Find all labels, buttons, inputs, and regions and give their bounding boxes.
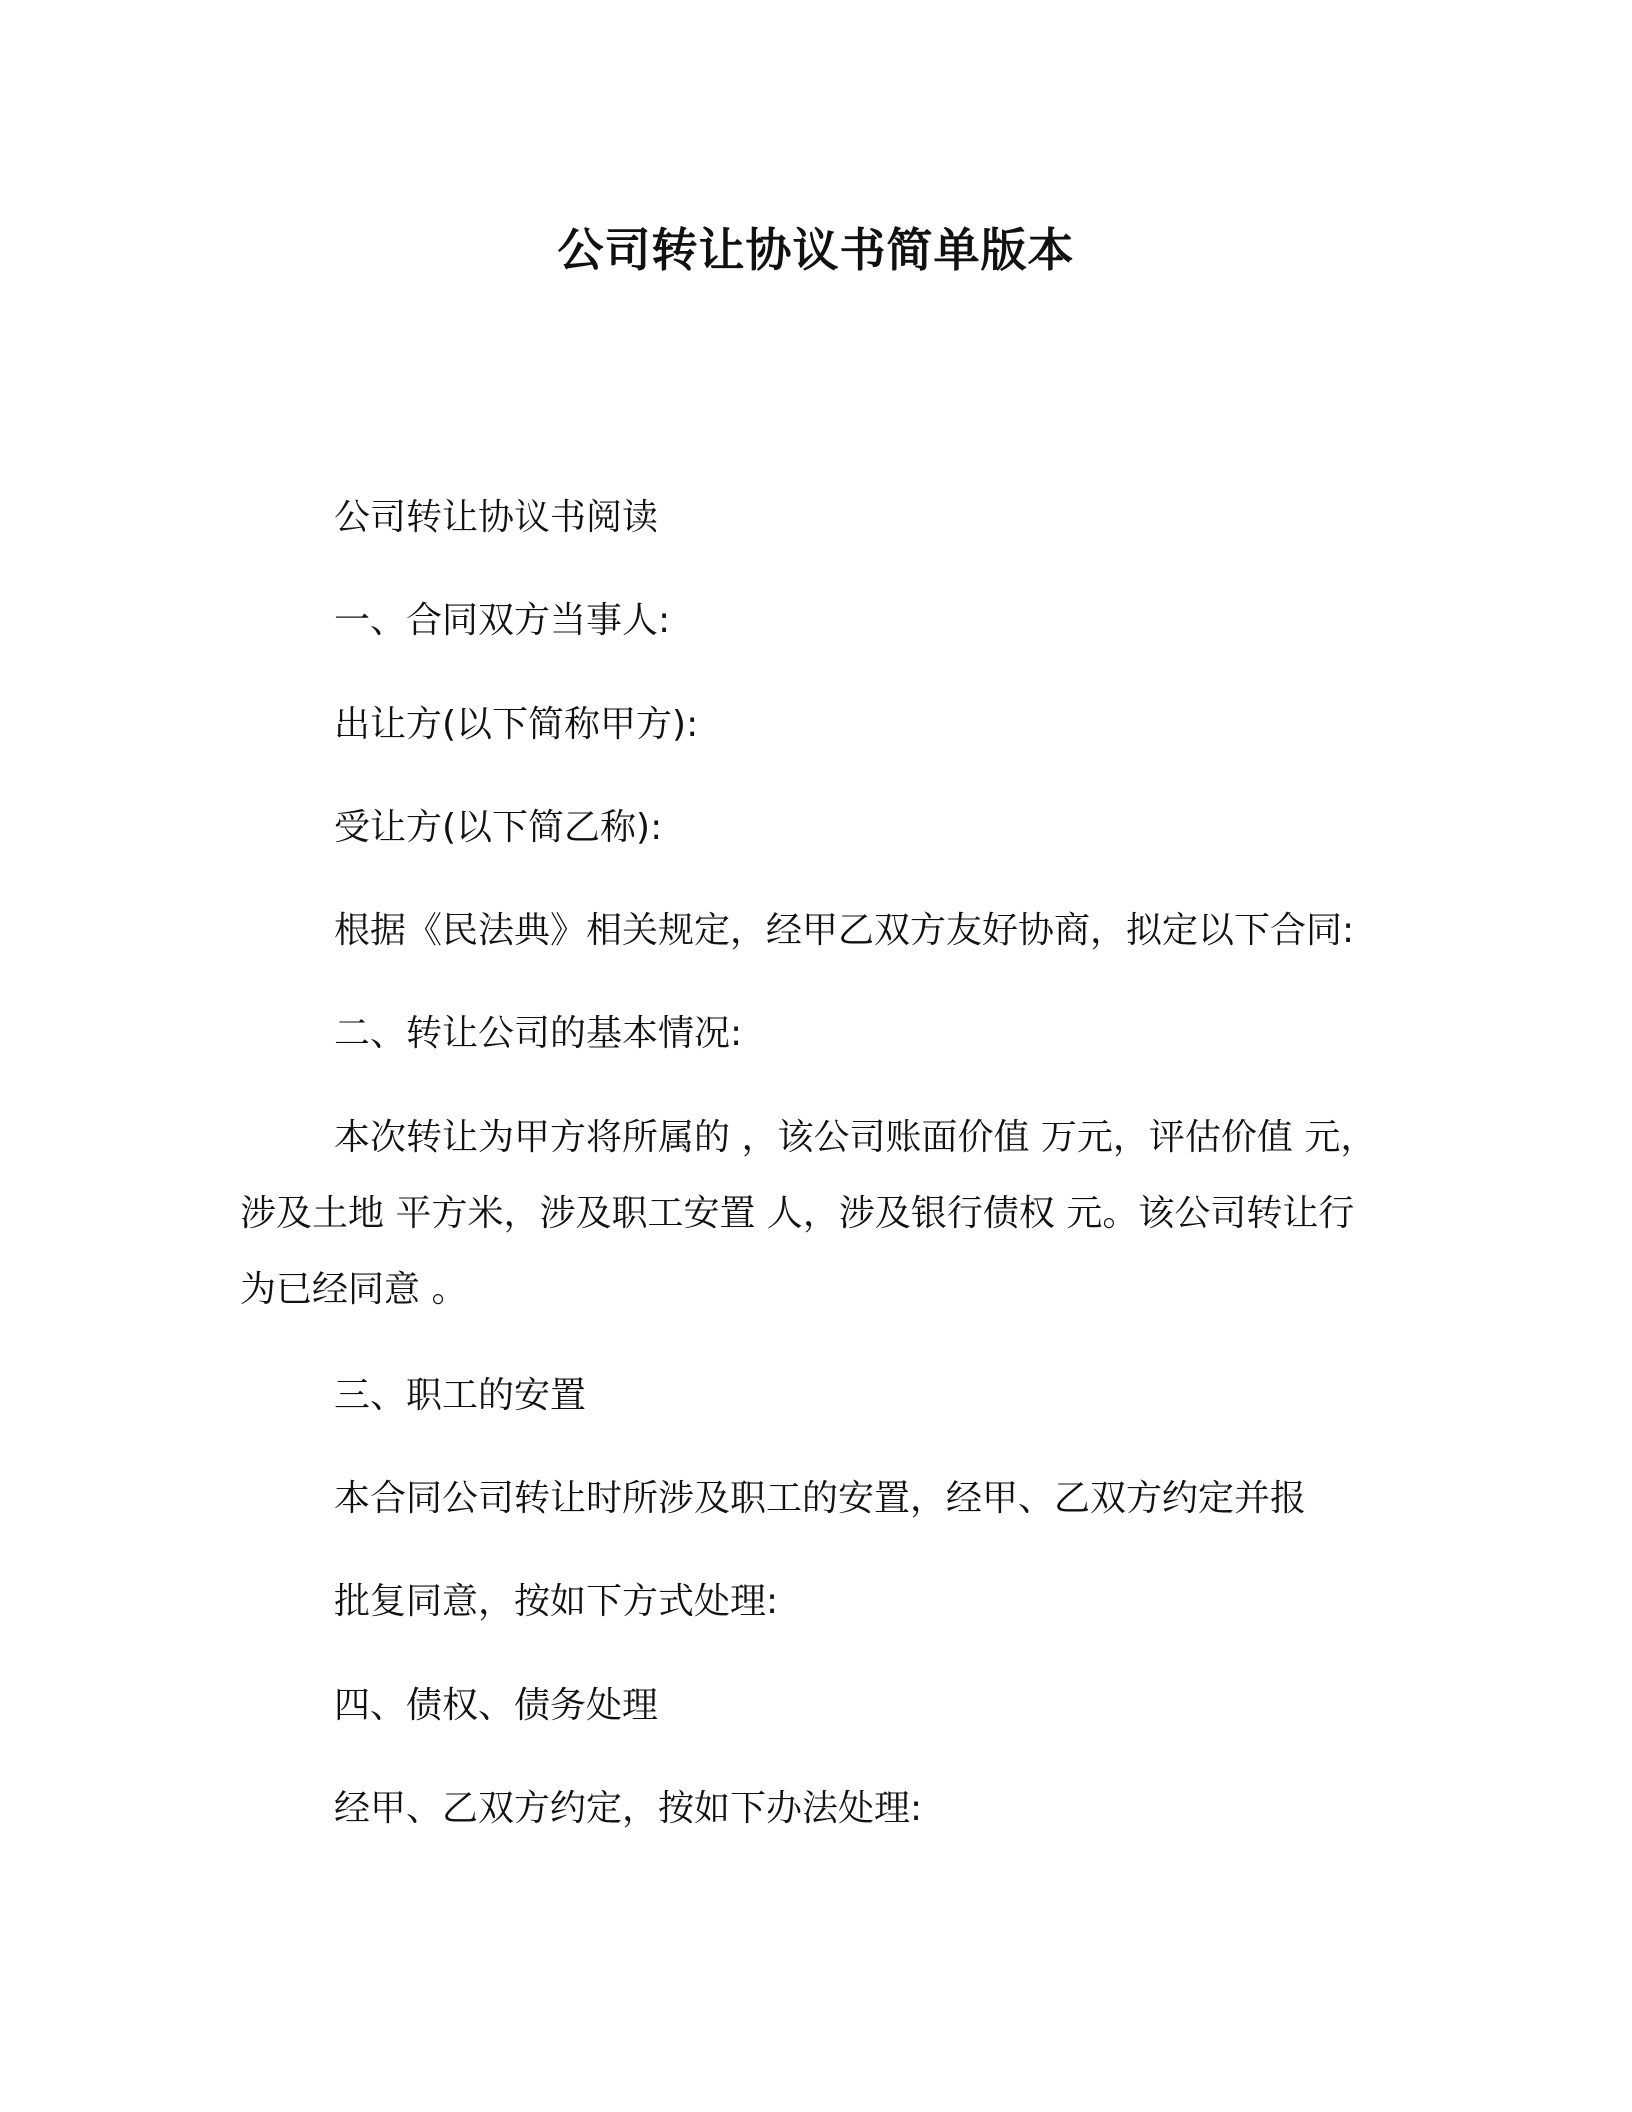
document-title: 公司转让协议书简单版本 [557, 223, 1075, 277]
document-subtitle: 公司转让协议书阅读 [334, 497, 659, 538]
section-heading-parties: 一、合同双方当事人: [334, 600, 671, 641]
preamble-paragraph: 根据《民法典》相关规定，经甲乙双方友好协商，拟定以下合同: [334, 910, 1355, 951]
staff-paragraph-line-1: 本合同公司转让时所涉及职工的安置，经甲、乙双方约定并报 [334, 1478, 1307, 1519]
debts-paragraph: 经甲、乙双方约定，按如下办法处理: [334, 1788, 923, 1829]
section-heading-staff: 三、职工的安置 [334, 1375, 587, 1416]
section-heading-debts: 四、债权、债务处理 [334, 1685, 659, 1726]
party-a-line: 出让方(以下简称甲方): [334, 704, 699, 745]
party-b-line: 受让方(以下简乙称): [334, 807, 663, 848]
section-heading-company-info: 二、转让公司的基本情况: [334, 1013, 743, 1054]
company-info-paragraph: 本次转让为甲方将所属的 ，该公司账面价值 万元，评估价值 元，涉及土地 平方米，涉及职工安置 人，涉及银行债权 元。该公司转让行为已经同意 。 [240, 1117, 1377, 1310]
staff-paragraph-line-2: 批复同意，按如下方式处理: [334, 1581, 779, 1622]
